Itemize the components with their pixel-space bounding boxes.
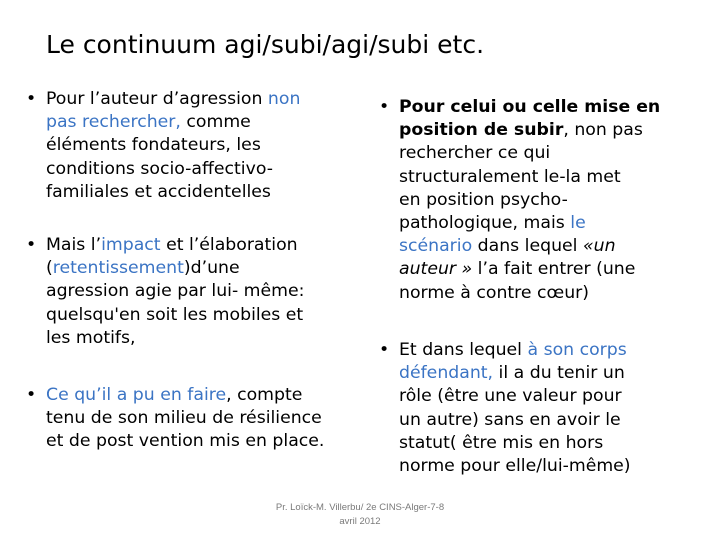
accent-text: retentissement bbox=[52, 258, 184, 279]
footer-line-1: Pr. Loïck-M. Villerbu/ 2e CINS-Alger-7-8 bbox=[275, 502, 445, 513]
bullet-text: structuralement le-la met bbox=[399, 166, 621, 187]
bullet-text: tenu de son milieu de résilience bbox=[46, 408, 322, 429]
right-bullet-2 bbox=[379, 339, 631, 478]
bullet-text: et l’élaboration bbox=[160, 235, 298, 255]
bullet-text: ( bbox=[46, 258, 53, 279]
bullet-text: Pour l’auteur d’agression bbox=[46, 89, 263, 109]
bullet-text: familiales et accidentelles bbox=[46, 181, 271, 202]
bullet-text: comme bbox=[180, 112, 251, 133]
bullet-text: en position psycho- bbox=[399, 189, 568, 210]
slide-title: Le continuum agi/subi/agi/subi etc. bbox=[46, 30, 485, 59]
bullet-text: quelsqu'en soit les mobiles et bbox=[46, 304, 304, 325]
bullet-text: Mais l’ bbox=[46, 235, 102, 255]
bullet-text: il a du tenir un bbox=[493, 363, 625, 384]
italic-text: «un bbox=[582, 236, 616, 257]
bullet-glyph: • bbox=[26, 235, 37, 255]
left-bullet-1 bbox=[26, 88, 301, 204]
bullet-text: , compte bbox=[226, 385, 303, 405]
bullet-glyph: • bbox=[379, 340, 390, 360]
bullet-text: conditions socio-affectivo- bbox=[46, 158, 273, 179]
accent-text: le bbox=[570, 213, 586, 234]
bullet-text: statut( être mis en hors bbox=[399, 432, 604, 453]
bullet-text: l’a fait entrer (une bbox=[472, 259, 636, 280]
bold-text: position de subir bbox=[399, 120, 564, 141]
accent-text: défendant, bbox=[399, 363, 494, 384]
bullet-glyph: • bbox=[26, 385, 37, 405]
bullet-text: éléments fondateurs, les bbox=[46, 135, 261, 156]
bullet-glyph: • bbox=[379, 97, 390, 117]
bullet-text: un autre) sans en avoir le bbox=[399, 409, 621, 430]
left-bullet-3 bbox=[26, 384, 325, 454]
accent-text: à son corps bbox=[527, 340, 627, 360]
bullet-text: pathologique, mais bbox=[399, 213, 571, 234]
accent-text: Ce qu’il a pu en faire bbox=[46, 385, 227, 405]
left-bullet-2 bbox=[26, 234, 305, 350]
footer-line-2: avril 2012 bbox=[339, 516, 381, 527]
bullet-text: agression agie par lui- même: bbox=[46, 281, 305, 302]
bullet-text: norme pour elle/lui-même) bbox=[399, 456, 631, 477]
bullet-text: , non pas bbox=[563, 120, 643, 141]
accent-text: impact bbox=[101, 235, 161, 255]
bullet-text: norme à contre cœur) bbox=[399, 282, 590, 303]
bullet-text: rôle (être une valeur pour bbox=[399, 386, 622, 407]
bullet-text: rechercher ce qui bbox=[399, 143, 551, 164]
accent-text: scénario bbox=[399, 236, 473, 257]
bullet-text: Et dans lequel bbox=[399, 340, 528, 360]
slide-footer bbox=[230, 501, 490, 529]
bullet-text: dans lequel bbox=[472, 236, 583, 257]
bullet-text: )d’une bbox=[183, 258, 240, 279]
bullet-glyph: • bbox=[26, 89, 37, 109]
bullet-text: et de post vention mis en place. bbox=[46, 431, 325, 452]
accent-text: pas rechercher, bbox=[46, 112, 181, 133]
accent-text: non bbox=[262, 89, 301, 109]
bullet-text: Pour celui ou celle mise en bbox=[399, 97, 661, 117]
bullet-text: les motifs, bbox=[46, 327, 136, 348]
italic-text: auteur » bbox=[399, 259, 473, 280]
right-bullet-1 bbox=[379, 96, 661, 305]
